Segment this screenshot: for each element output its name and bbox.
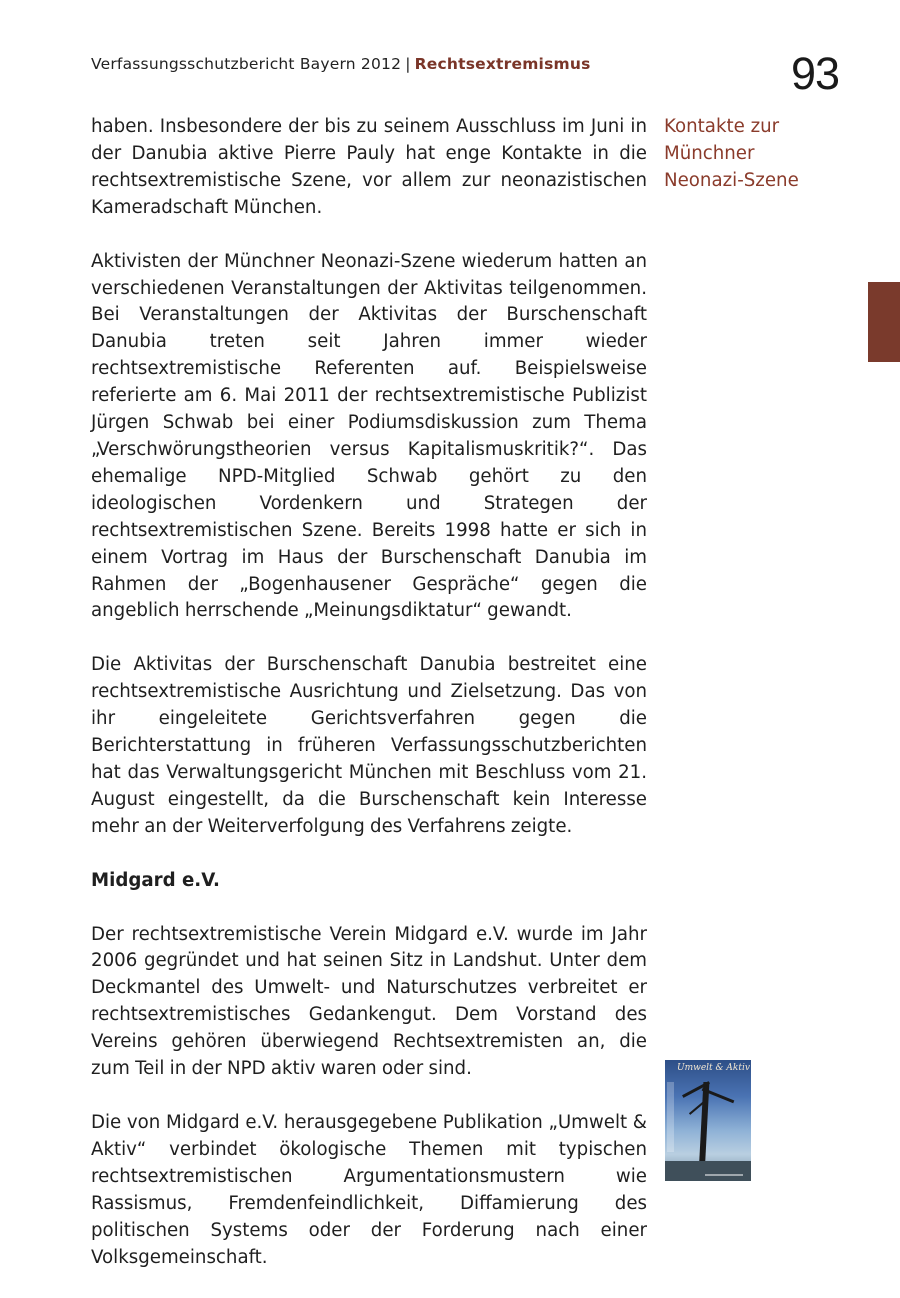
chapter-tab-marker <box>868 282 900 362</box>
header-separator: | <box>405 55 411 73</box>
paragraph: Aktivisten der Münchner Neonazi-Szene wiederum hatten an verschiedenen Veranstaltungen der Aktivitas teilgenommen. Bei Veranstaltungen der Aktivitas der Burschenschaft Danubia treten seit Jahren immer wieder rechtsextremistische Referenten auf. Beispielsweise referierte am 6. Mai 2011 der rechtsextremistische Publizist Jürgen Schwab bei einer Podiumsdiskussion zum Thema „Verschwörungstheorien versus Kapitalismuskritik?“. Das ehemalige NPD-Mitglied Schwab gehört zu den ideologischen Vordenkern und Strategen der rechtsextremistischen Szene. Bereits 1998 hatte er sich in einem Vortrag im Haus der Burschenschaft Danubia im Rahmen der „Bogenhausener Gespräche“ gegen die angeblich herrschende „Meinungsdiktatur“ gewandt. <box>91 250 647 622</box>
cover-title: Umwelt & Aktiv <box>677 1063 750 1073</box>
paragraph: Die von Midgard e.V. herausgegebene Publikation „Umwelt & Aktiv“ verbindet ökologische Themen mit typischen rechtsextremistischen Argumentationsmustern wie Rassismus, Fremdenfeindlichkeit, Diffamierung des politischen Systems oder der Forderung nach einer Volksgemeinschaft. <box>91 1112 647 1268</box>
running-header <box>91 55 591 73</box>
margin-note <box>664 114 864 195</box>
section-heading: Midgard e.V. <box>91 869 220 891</box>
report-title: Verfassungsschutzbericht Bayern 2012 <box>91 55 402 73</box>
main-text <box>91 114 647 1298</box>
margin-note-line: Neonazi-Szene <box>664 169 799 191</box>
paragraph: haben. Insbesondere der bis zu seinem Ausschluss im Juni in der Danubia aktive Pierre Pauly hat enge Kontakte in die rechtsextremistische Szene, vor allem zur neonazistischen Kameradschaft München. <box>91 116 647 218</box>
publication-cover-image <box>665 1060 751 1181</box>
section-title: Rechtsextremismus <box>414 55 591 73</box>
paragraph: Der rechtsextremistische Verein Midgard e.V. wurde im Jahr 2006 gegründet und hat seinen Sitz in Landshut. Unter dem Deckmantel des Umwelt- und Naturschutzes verbreitet er rechtsextremistisches Gedankengut. Dem Vorstand des Vereins gehören überwiegend Rechtsextremisten an, die zum Teil in der NPD aktiv waren oder sind. <box>91 923 647 1080</box>
margin-note-line: Kontakte zur <box>664 116 780 137</box>
paragraph: Die Aktivitas der Burschenschaft Danubia bestreitet eine rechtsextremistische Ausrichtung und Zielsetzung. Das von ihr eingeleitete Gerichtsverfahren gegen die Berichterstattung in früheren Verfassungsschutzberichten hat das Verwaltungsgericht München mit Beschluss vom 21. August eingestellt, da die Burschenschaft kein Interesse mehr an der Weiterverfolgung des Verfahrens zeigte. <box>91 654 647 837</box>
page-number: 93 <box>790 48 839 99</box>
margin-note-line: Münchner <box>664 142 755 164</box>
